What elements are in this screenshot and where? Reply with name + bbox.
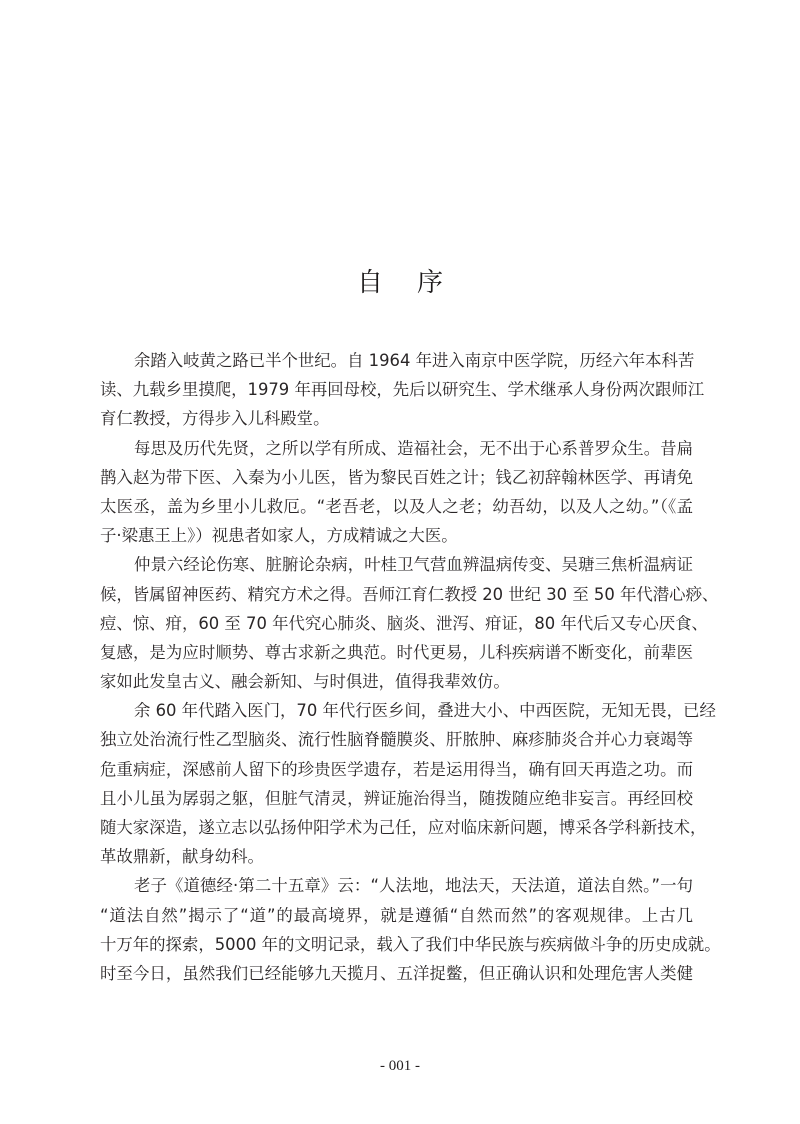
paragraph-1-line-3: 育仁教授，方得步入儿科殿堂。 [100,409,330,429]
paragraph-1-line-1: 余踏入岐黄之路已半个世纪。自 1964 年进入南京中医学院，历经六年本科苦 [134,351,695,370]
page-title [0,262,800,299]
body-text [100,346,721,988]
paragraph-1-line-2: 读、九载乡里摸爬，1979 年再回母校，先后以研究生、学术继承人身份两次跟师江 [100,380,705,400]
paragraph-4-line-5: 随大家深造，遂立志以弘扬仲阳学术为己任，应对临床新问题，博采各学科新技术， [100,818,707,837]
paragraph-4-line-2: 独立处治流行性乙型脑炎、流行性脑脊髓膜炎、肝脓肿、麻疹肺炎合并心力衰竭等 [100,730,693,750]
paragraph-5-line-3: 十万年的探索，5000 年的文明记录，载入了我们中华民族与疾病做斗争的历史成就。 [100,934,721,954]
paragraph-2-line-2: 鹊入赵为带下医、入秦为小儿医，皆为黎民百姓之计；钱乙初辞翰林医学、再请免 [100,467,693,487]
title-char-1: 自 [356,268,383,298]
paragraph-3-line-1: 仲景六经论伤寒、脏腑论杂病，叶桂卫气营血辨温病传变、吴瑭三焦析温病证 [134,555,693,575]
paragraph-3-line-5: 家如此发皇古义、融会新知、与时俱进，值得我辈效仿。 [100,672,510,692]
paragraph-2-line-4: 子·梁惠王上》）视患者如家人，方成精诚之大医。 [100,526,458,546]
paragraph-4-line-3: 危重病症，深感前人留下的珍贵医学遗存，若是运用得当，确有回天再造之功。而 [100,759,693,779]
paragraph-4-line-1: 余 60 年代踏入医门，70 年代行医乡间，叠进大小、中西医院，无知无畏，已经 [134,701,716,721]
paragraph-3-line-2: 候，皆属留神医药、精究方术之得。吾师江育仁教授 20 世纪 30 至 50 年代潜心痧、 [100,584,719,604]
paragraph-3-line-3: 痘、惊、疳，60 至 70 年代究心肺炎、脑炎、泄泻、疳证，80 年代后又专心厌食、 [100,613,708,633]
page-number: - 001 - [380,1058,420,1074]
paragraph-5-line-2: “道法自然”揭示了“道”的最高境界，就是遵循“自然而然”的客观规律。上古几 [100,905,693,925]
title-char-2: 序 [417,268,444,298]
paragraph-5-line-1: 老子《道德经·第二十五章》云：“人法地，地法天，天法道，道法自然。”一句 [134,876,693,896]
paragraph-2-line-3: 太医丞，盖为乡里小儿救厄。“老吾老，以及人之老；幼吾幼，以及人之幼。”（《孟 [100,496,693,516]
paragraph-4-line-6: 革故鼎新，献身幼科。 [100,847,264,867]
paragraph-3-line-4: 复感，是为应时顺势、尊古求新之典范。时代更易，儿科疾病谱不断变化，前辈医 [100,642,693,662]
paragraph-2-line-1: 每思及历代先贤，之所以学有所成、造福社会，无不出于心系普罗众生。昔扁 [134,438,693,458]
paragraph-5-line-4: 时至今日，虽然我们已经能够九天揽月、五洋捉鳖，但正确认识和处理危害人类健 [100,963,693,983]
paragraph-4-line-4: 且小儿虽为孱弱之躯，但脏气清灵，辨证施治得当，随拨随应绝非妄言。再经回校 [100,788,693,808]
